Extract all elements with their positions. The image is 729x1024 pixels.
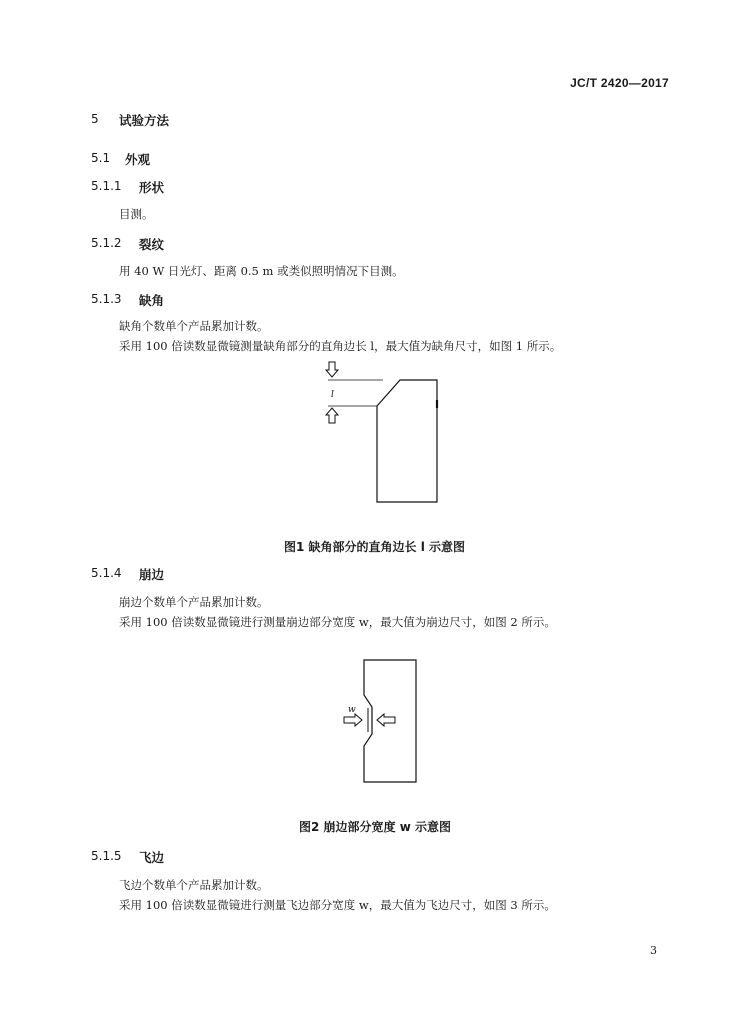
section-5-1-1-title: 形状 <box>139 180 165 195</box>
section-5-1-2-text: 用 40 W 日光灯、距离 0.5 m 或类似照明情况下目测。 <box>119 264 404 278</box>
standard-code-header: JC/T 2420—2017 <box>570 76 669 90</box>
figure-2-caption: 图2 崩边部分宽度 w 示意图 <box>299 820 451 834</box>
section-5-1-4-text-2: 采用 100 倍读数显微镜进行测量崩边部分宽度 w，最大值为崩边尺寸，如图 2 所示。 <box>119 615 556 629</box>
left-arrow-icon <box>377 714 395 726</box>
section-5-1-3-text-1: 缺角个数单个产品累加计数。 <box>119 319 269 333</box>
section-5-1-title: 外观 <box>125 152 151 167</box>
section-5-1-5-number: 5.1.5 <box>91 849 122 863</box>
section-5-1-3-number: 5.1.3 <box>91 292 122 306</box>
section-5-1-number: 5.1 <box>91 151 111 165</box>
section-5-1-4-title: 崩边 <box>139 567 165 582</box>
figure-1-dimension-label: l <box>331 390 334 400</box>
section-5-title: 试验方法 <box>119 113 170 128</box>
chipped-corner-specimen-outline <box>377 380 437 502</box>
section-5-1-5-title: 飞边 <box>139 850 165 865</box>
right-arrow-icon <box>344 714 362 726</box>
section-5-1-5-text-1: 飞边个数单个产品累加计数。 <box>119 878 269 892</box>
section-5-1-4-number: 5.1.4 <box>91 566 122 580</box>
edge-chip-specimen-outline <box>364 660 416 782</box>
section-5-1-1-text: 目测。 <box>119 207 154 221</box>
figure-1-diagram <box>320 356 450 508</box>
section-5-1-2-title: 裂纹 <box>139 237 165 252</box>
figure-1-caption: 图1 缺角部分的直角边长 l 示意图 <box>284 540 465 554</box>
page-number: 3 <box>650 944 657 957</box>
figure-2-dimension-label: w <box>348 705 356 715</box>
section-5-1-5-text-2: 采用 100 倍读数显微镜进行测量飞边部分宽度 w，最大值为飞边尺寸，如图 3 所示。 <box>119 898 556 912</box>
up-arrow-icon <box>326 408 338 423</box>
down-arrow-icon <box>326 362 338 377</box>
section-5-1-2-number: 5.1.2 <box>91 236 122 250</box>
section-5-number: 5 <box>91 112 99 126</box>
section-5-1-1-number: 5.1.1 <box>91 179 122 193</box>
section-5-1-3-text-2: 采用 100 倍读数显微镜测量缺角部分的直角边长 l，最大值为缺角尺寸，如图 1 所示。 <box>119 339 562 353</box>
figure-2-diagram <box>340 656 422 786</box>
section-5-1-4-text-1: 崩边个数单个产品累加计数。 <box>119 595 269 609</box>
section-5-1-3-title: 缺角 <box>139 293 165 308</box>
